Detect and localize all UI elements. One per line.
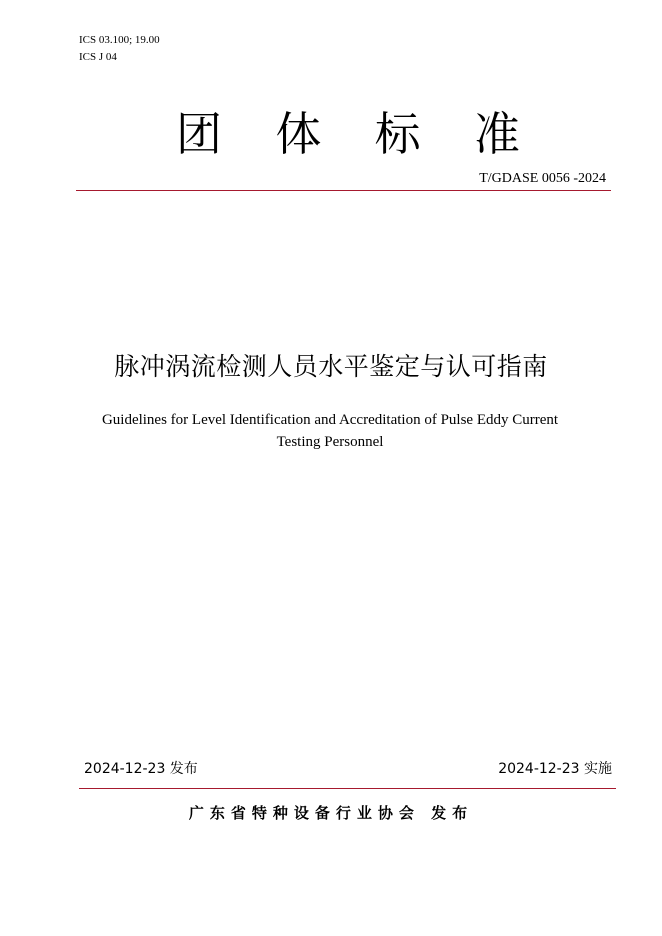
ics-code: ICS 03.100; 19.00 [79,34,160,46]
publisher: 广东省特种设备行业协会 发布 [188,804,474,822]
document-title-en-line: Guidelines for Level Identification and Accreditation of Pulse Eddy Current [101,412,559,428]
document-title-zh: 脉冲涡流检测人员水平鉴定与认可指南 [114,352,548,381]
title-char: 体 [275,107,322,161]
footer-divider [79,788,616,789]
document-title-en-line: Testing Personnel [276,434,384,450]
standard-type-title [176,104,520,164]
ccs-code: ICS J 04 [79,51,117,63]
document-title-en [80,409,580,453]
implement-date: 2024-12-23 实施 [498,761,612,777]
header-divider [76,190,611,191]
standard-number: T/GDASE 0056 -2024 [479,171,606,186]
title-char: 准 [473,107,520,161]
title-char: 团 [176,107,222,161]
publish-date: 2024-12-23 发布 [84,761,198,777]
title-char: 标 [374,107,421,161]
